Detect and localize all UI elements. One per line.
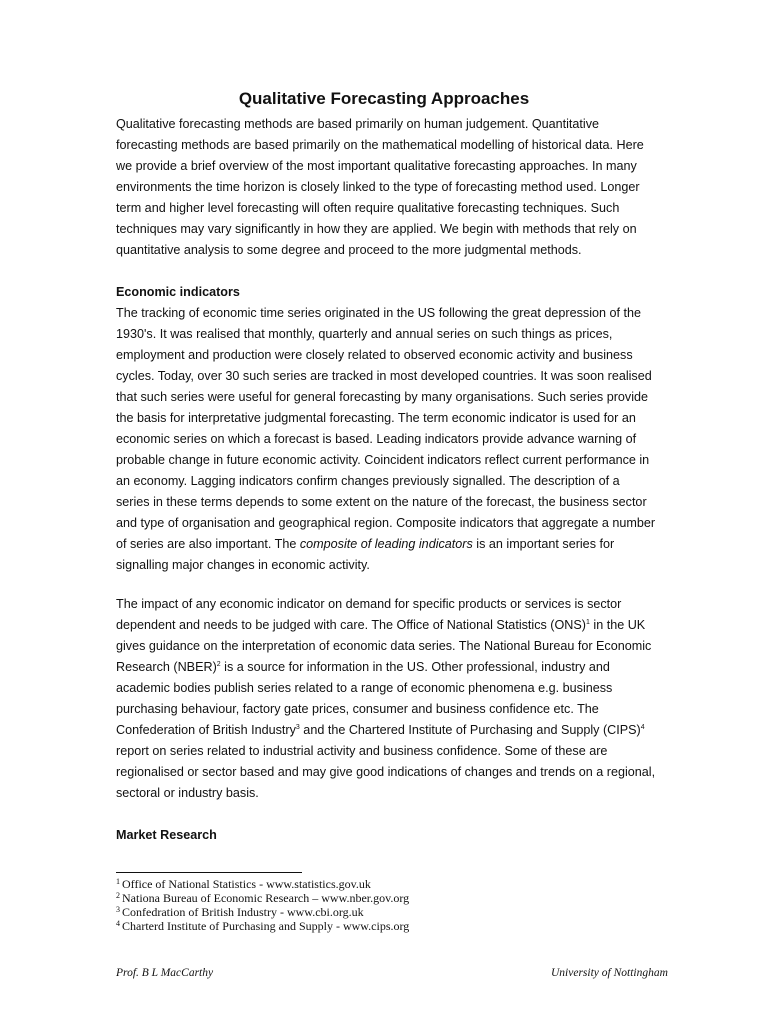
line-text: dependent and needs to be judged with care. The Office of National Statistics (ONS) xyxy=(116,618,586,632)
footnotes xyxy=(116,877,409,933)
footnote-ref: 2 xyxy=(216,661,221,668)
footer-institution: University of Nottingham xyxy=(551,967,668,979)
paragraph-line: report on series related to industrial activity and business confidence. Some of these are xyxy=(116,744,608,758)
line-text: is a source for information in the US. Other professional, industry and xyxy=(220,660,610,674)
line-text: of series are also important. The xyxy=(116,537,300,551)
intro-paragraph xyxy=(116,114,656,261)
footnote-text: Office of National Statistics - www.statistics.gov.uk xyxy=(122,877,371,891)
footnote-ref: 3 xyxy=(295,724,300,731)
economic-indicators-paragraph-1 xyxy=(116,303,656,576)
paragraph-line: the basis for interpretative judgmental forecasting. The term economic indicator is used for an xyxy=(116,411,636,425)
paragraph-line xyxy=(116,657,656,678)
footnote-ref: 1 xyxy=(585,619,590,626)
intro-line: Qualitative forecasting methods are based primarily on human judgement. Quantitative xyxy=(116,117,600,131)
line-text: Confederation of British Industry xyxy=(116,723,296,737)
footnote xyxy=(116,905,409,919)
intro-line: quantitative analysis to some degree and proceed to the more judgmental methods. xyxy=(116,243,582,257)
emphasis-text: composite of leading indicators xyxy=(299,537,473,551)
paragraph-line: economic series on which a forecast is based. Leading indicators provide advance warning of xyxy=(116,432,637,446)
paragraph-line: gives guidance on the interpretation of economic data series. The National Bureau for Economic xyxy=(116,639,652,653)
line-text: Research (NBER) xyxy=(116,660,217,674)
paragraph-line: The tracking of economic time series originated in the US following the great depression of the xyxy=(116,306,642,320)
paragraph-line: and type of organisation and geographical region. Composite indicators that aggregate a number xyxy=(116,516,656,530)
footnote xyxy=(116,877,409,891)
line-text: in the UK xyxy=(589,618,646,632)
paragraph-line: regionalised or sector based and may give good indications of changes and trends on a regional, xyxy=(116,765,656,779)
paragraph-line xyxy=(116,534,656,555)
footnote-number: 3 xyxy=(116,905,120,914)
paragraph-line: that such series were useful for general forecasting by many organisations. Such series provide xyxy=(116,390,649,404)
page-title: Qualitative Forecasting Approaches xyxy=(238,89,530,108)
line-text: is an important series for xyxy=(472,537,615,551)
footnote-divider xyxy=(116,872,302,873)
intro-line: techniques may vary significantly in how they are applied. We begin with methods that rely on xyxy=(116,222,637,236)
footnote xyxy=(116,919,409,933)
footnote-number: 1 xyxy=(116,877,120,886)
line-text: and the Chartered Institute of Purchasing and Supply (CIPS) xyxy=(299,723,641,737)
paragraph-line: employment and production were closely related to observed economic activity and business xyxy=(116,348,633,362)
paragraph-line xyxy=(116,615,656,636)
footnote-number: 4 xyxy=(116,919,120,928)
paragraph-line: an economy. Lagging indicators confirm changes previously signalled. The description of a xyxy=(116,474,620,488)
footnote-text: Nationa Bureau of Economic Research – www.nber.gov.org xyxy=(122,891,410,905)
footer-author: Prof. B L MacCarthy xyxy=(116,967,214,979)
intro-line: forecasting methods are based primarily on the mathematical modelling of historical data. Here xyxy=(116,138,644,152)
paragraph-line: sectoral or industry basis. xyxy=(116,786,259,800)
footnote-ref: 4 xyxy=(640,724,645,731)
intro-line: we provide a brief overview of the most important qualitative forecasting approaches. In many xyxy=(116,159,637,173)
paragraph-line xyxy=(116,720,656,741)
footnote xyxy=(116,891,409,905)
paragraph-line: series in these terms depends to some extent on the nature of the forecast, the business sector xyxy=(116,495,647,509)
paragraph-line: purchasing behaviour, factory gate prices, consumer and business confidence etc. The xyxy=(116,702,599,716)
economic-indicators-paragraph-2 xyxy=(116,594,656,804)
paragraph-line: academic bodies publish series related to a range of economic phenomena e.g. business xyxy=(116,681,613,695)
intro-line: term and higher level forecasting will often require qualitative forecasting techniques. Such xyxy=(116,201,620,215)
paragraph-line: The impact of any economic indicator on demand for specific products or services is sector xyxy=(116,597,622,611)
market-research-heading: Market Research xyxy=(116,828,217,842)
paragraph-line: cycles. Today, over 30 such series are tracked in most developed countries. It was soon realised xyxy=(116,369,652,383)
paragraph-line: 1930's. It was realised that monthly, quarterly and annual series on such things as prices, xyxy=(116,327,613,341)
footnote-number: 2 xyxy=(116,891,120,900)
footnote-text: Confedration of British Industry - www.cbi.org.uk xyxy=(122,905,364,919)
footnote-text: Charterd Institute of Purchasing and Supply - www.cips.org xyxy=(122,919,410,933)
paragraph-line: probable change in future economic activity. Coincident indicators reflect current performance in xyxy=(116,453,650,467)
paragraph-line: signalling major changes in economic activity. xyxy=(116,558,370,572)
economic-indicators-heading: Economic indicators xyxy=(116,285,240,299)
intro-line: environments the time horizon is closely linked to the type of forecasting method used. Longer xyxy=(116,180,640,194)
